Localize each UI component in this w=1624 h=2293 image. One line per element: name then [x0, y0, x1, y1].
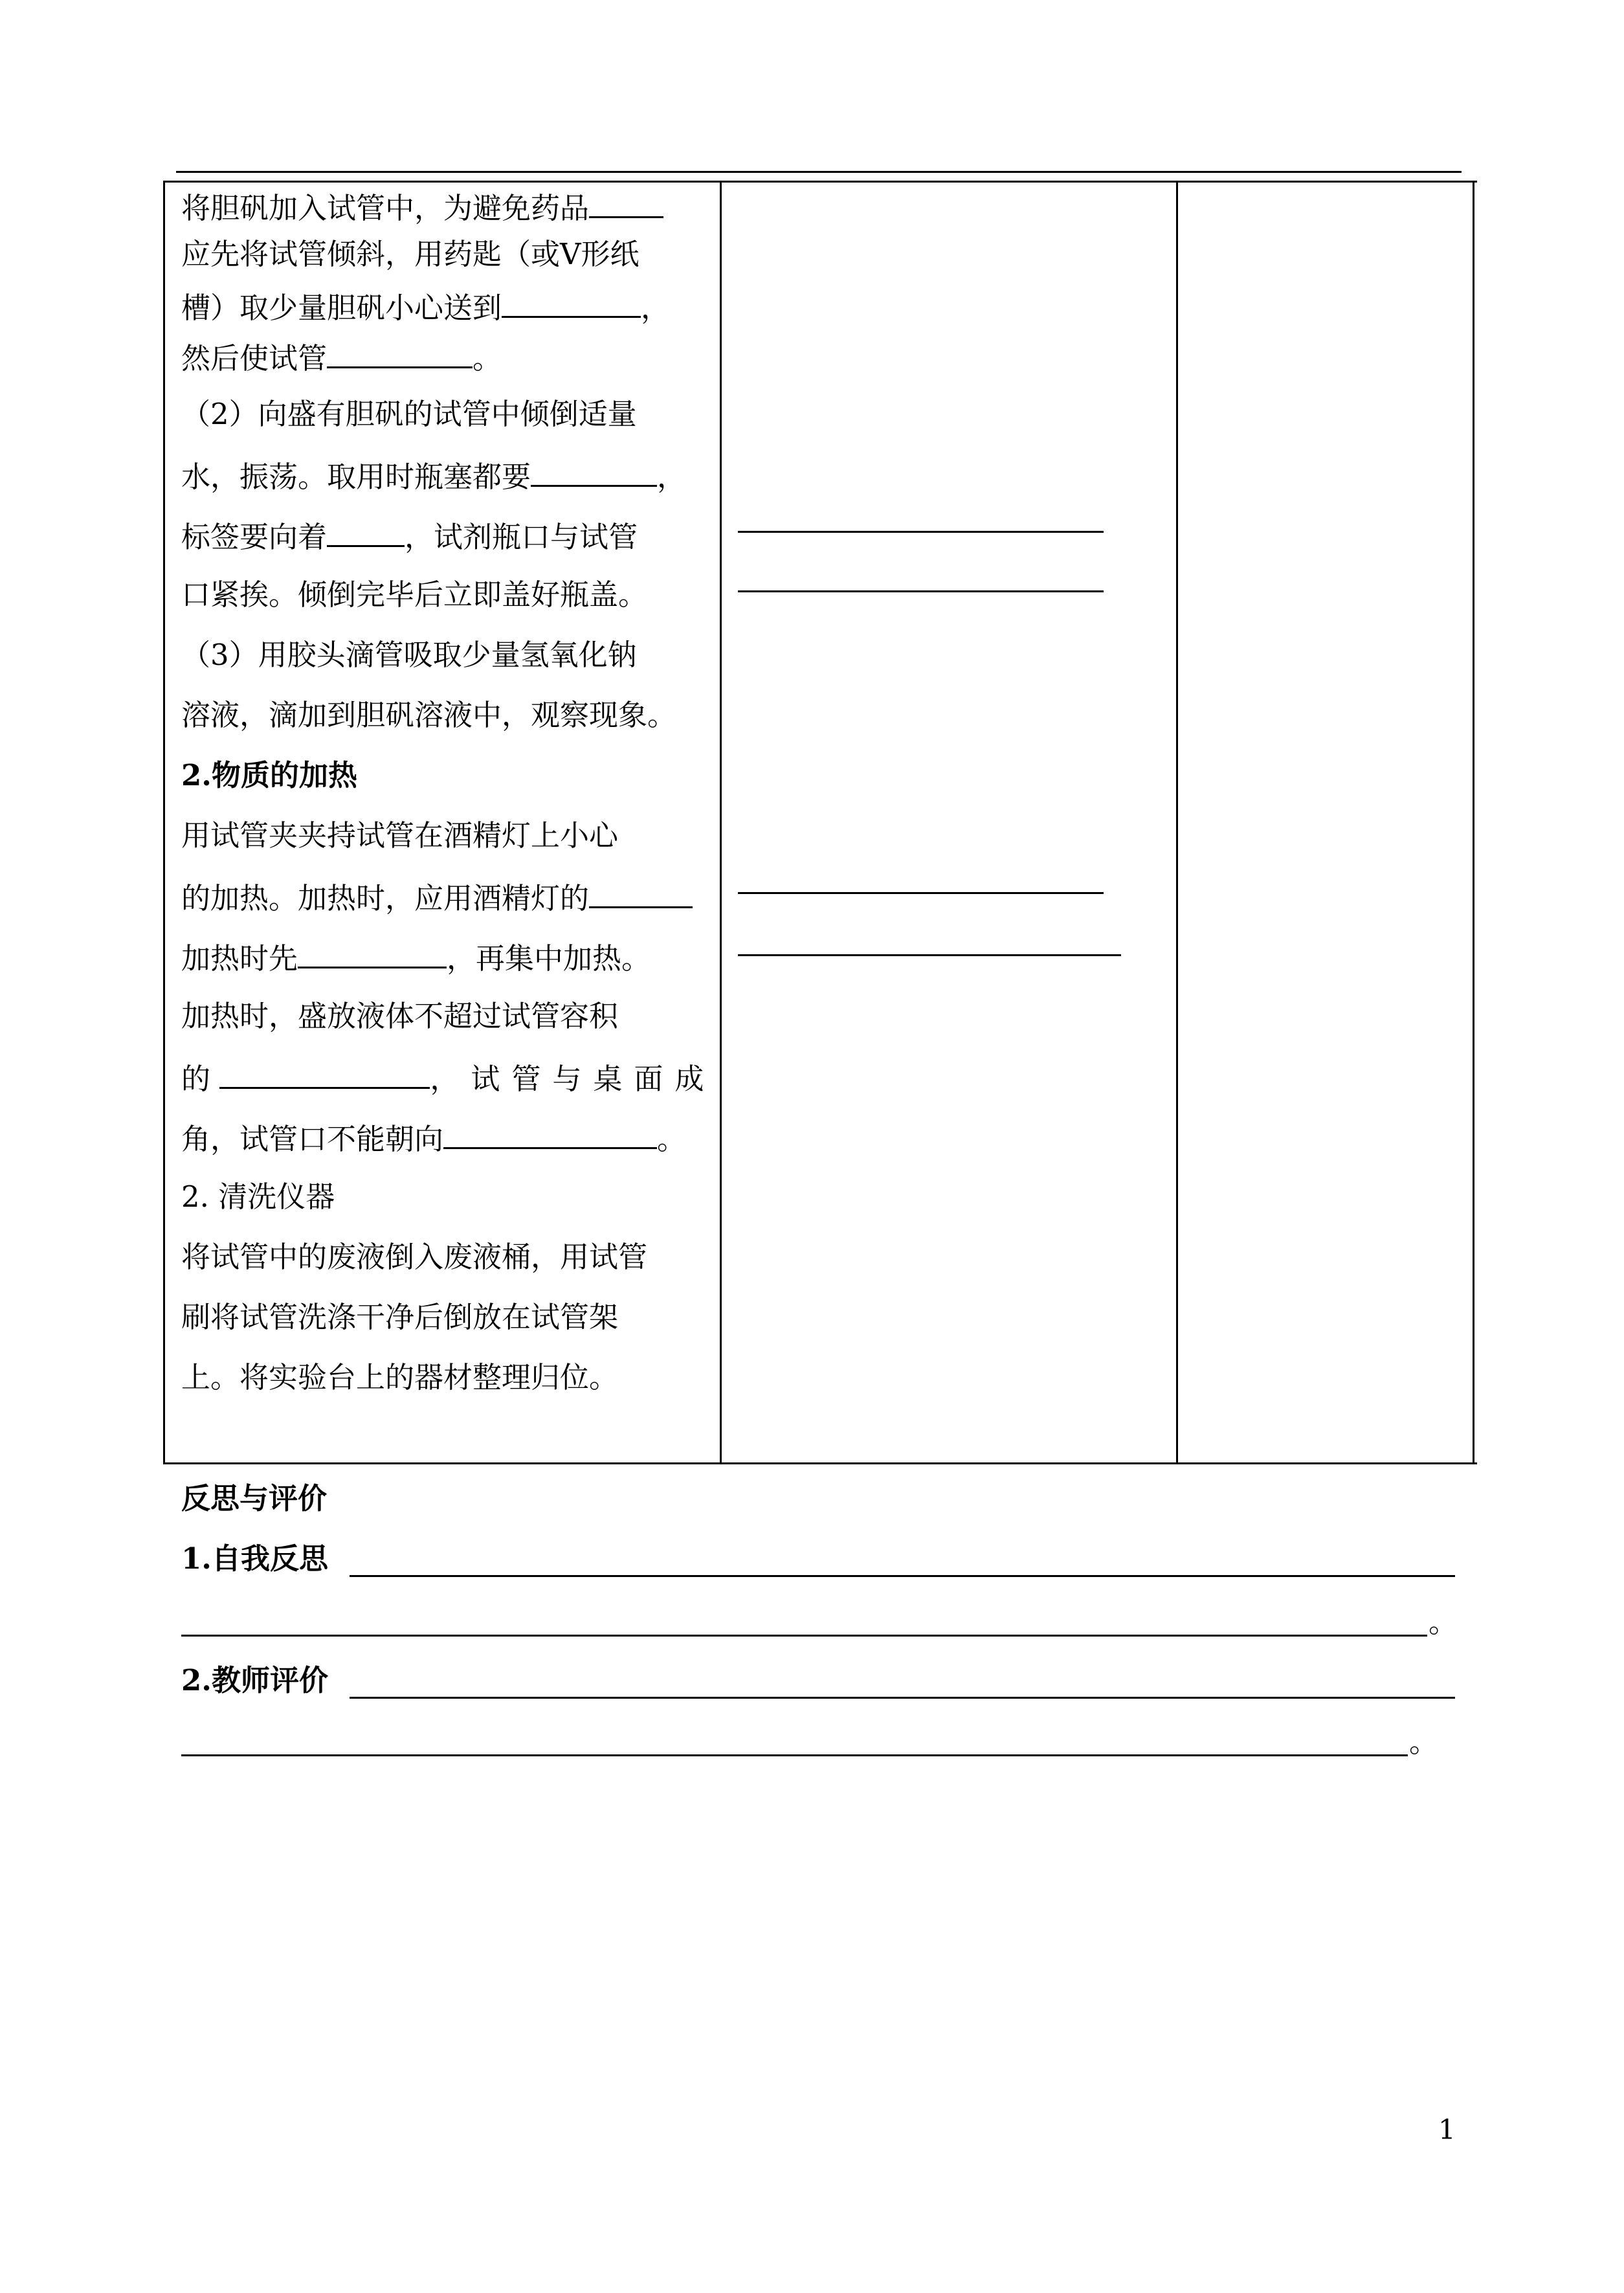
answer-blank[interactable]: [589, 188, 663, 218]
answer-blank[interactable]: [589, 878, 693, 908]
heading-cleaning: 2. 清洗仪器: [181, 1180, 335, 1214]
answer-line[interactable]: [738, 954, 1121, 956]
col1-line9: （3）用胶头滴管吸取少量氢氧化钠: [181, 638, 637, 672]
col1-line19: 将试管中的废液倒入废液桶，用试管: [181, 1240, 648, 1274]
reflection-heading: 反思与评价: [181, 1481, 328, 1516]
answer-line[interactable]: [738, 531, 1104, 533]
answer-blank[interactable]: [298, 938, 447, 968]
self-reflection-line-2[interactable]: [181, 1635, 1427, 1637]
col1-line12: 用试管夹夹持试管在酒精灯上小心: [181, 818, 619, 853]
col1-line17: 角，试管口不能朝向 。: [181, 1119, 686, 1158]
table-col-divider-2: [1176, 181, 1178, 1464]
answer-blank[interactable]: [531, 456, 657, 487]
col1-line16: 的 ，试管与桌面成: [181, 1058, 715, 1097]
col1-line7: 标签要向着 ，试剂瓶口与试管: [181, 517, 638, 555]
table-bottom-border: [163, 1462, 1477, 1464]
self-reflection-line-1[interactable]: [350, 1575, 1455, 1577]
heading-heating: 2.物质的加热: [181, 758, 357, 792]
table-right-border: [1473, 181, 1474, 1464]
col1-line6: 水，振荡。取用时瓶塞都要 ，: [181, 456, 686, 495]
answer-line[interactable]: [738, 892, 1104, 894]
col1-line8: 口紧挨。倾倒完毕后立即盖好瓶盖。: [181, 577, 648, 612]
answer-blank[interactable]: [327, 517, 405, 547]
col1-line15: 加热时，盛放液体不超过试管容积: [181, 999, 619, 1033]
col1-line13: 的加热。加热时，应用酒精灯的: [181, 878, 693, 917]
teacher-evaluation-label: 2.教师评价: [181, 1663, 328, 1697]
table-top-border: [163, 181, 1477, 183]
col1-line5: （2）向盛有胆矾的试管中倾倒适量: [181, 397, 637, 431]
answer-blank[interactable]: [219, 1058, 430, 1089]
teacher-evaluation-line-1[interactable]: [350, 1697, 1455, 1699]
header-rule: [176, 171, 1462, 173]
col1-line14: 加热时先 ，再集中加热。: [181, 938, 651, 977]
col1-line3: 槽）取少量胆矾小心送到 ，: [181, 287, 670, 326]
table-left-border: [163, 181, 165, 1464]
self-reflection-label: 1.自我反思: [181, 1541, 328, 1576]
self-reflection-end: 。: [1429, 1605, 1458, 1639]
col1-line4: 然后使试管 。: [181, 338, 502, 377]
col1-line21: 上。将实验台上的器材整理归位。: [181, 1360, 619, 1394]
page-number: 1: [1438, 2114, 1456, 2145]
table-col-divider-1: [720, 181, 722, 1464]
answer-line[interactable]: [738, 590, 1104, 592]
col1-line10: 溶液，滴加到胆矾溶液中，观察现象。: [181, 698, 677, 732]
teacher-evaluation-line-2[interactable]: [181, 1754, 1408, 1756]
teacher-evaluation-end: 。: [1409, 1725, 1439, 1759]
answer-blank[interactable]: [502, 287, 641, 318]
col1-line2: 应先将试管倾斜，用药匙（或V形纸: [181, 237, 640, 271]
col1-line1: 将胆矾加入试管中，为避免药品: [181, 188, 663, 227]
answer-blank[interactable]: [327, 338, 473, 368]
col1-line20: 刷将试管洗涤干净后倒放在试管架: [181, 1300, 619, 1334]
answer-blank[interactable]: [443, 1119, 657, 1149]
